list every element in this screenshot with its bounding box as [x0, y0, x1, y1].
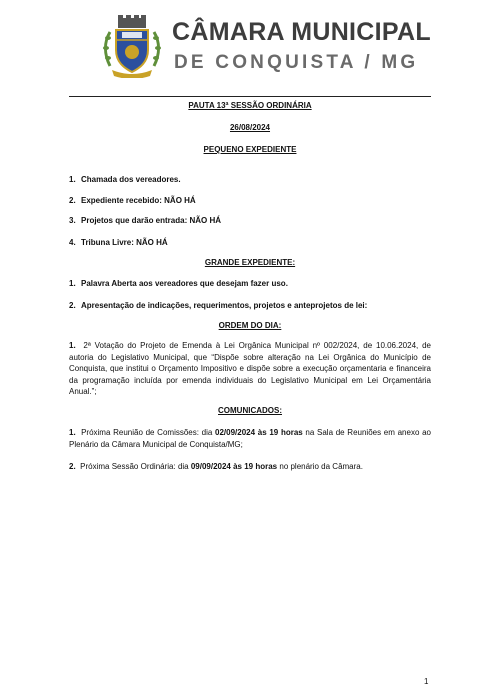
ordem-paragraph [69, 340, 431, 398]
list-item [69, 301, 431, 310]
list-number: 2. [69, 196, 76, 205]
list-item [69, 216, 431, 225]
header-divider [69, 96, 431, 97]
session-date: 26/08/2024 [229, 123, 271, 132]
list-item [69, 196, 431, 205]
list-number: 1. [69, 279, 76, 288]
paragraph-number: 1. [69, 428, 76, 437]
paragraph-text: Próxima Reunião de Comissões: dia [81, 428, 216, 437]
list-text: Palavra Aberta aos vereadores que desejam fazer uso. [81, 279, 288, 288]
list-text: Apresentação de indicações, requerimentos, projetos e anteprojetos de lei: [81, 301, 368, 310]
page-number: 1 [424, 677, 429, 686]
document-title: PAUTA 13ª SESSÃO ORDINÁRIA [188, 101, 312, 110]
comunicado-paragraph [69, 427, 431, 450]
paragraph-text: 2ª Votação do Projeto de Emenda à Lei Orgânica Municipal nº 002/2024, de 10.06.2024, de autoria do Legislativo Municipal, que “Dispõe sobre alteração na Lei Orgânica do Município de Conquista, que institui o Orçamento Impositivo e dispõe sobre a execução orçamentaria e financeira da programação incluída por emenda individuais do Legislativo Municipal em Lei Orçamentária Anual.”; [69, 341, 432, 396]
comunicados-heading: COMUNICADOS: [218, 406, 282, 415]
brand-subtitle: DE CONQUISTA / MG [174, 52, 419, 73]
list-text: Chamada dos vereadores. [81, 175, 181, 184]
paragraph-number: 2. [69, 462, 76, 471]
paragraph-bold-date: 02/09/2024 às 19 horas [215, 428, 303, 437]
list-number: 1. [69, 175, 76, 184]
paragraph-text: no plenário da Câmara. [277, 462, 363, 471]
grande-expediente-heading: GRANDE EXPEDIENTE: [204, 258, 296, 267]
list-item [69, 279, 431, 288]
list-number: 2. [69, 301, 76, 310]
paragraph-text: na Sala de Reuniões em anexo ao Plenário da Câmara Municipal de Conquista/MG; [69, 428, 431, 449]
paragraph-text: Próxima Sessão Ordinária: dia [80, 462, 191, 471]
list-text: Tribuna Livre: NÃO HÁ [81, 238, 168, 247]
comunicado-paragraph [69, 461, 431, 473]
list-text: Projetos que darão entrada: NÃO HÁ [81, 216, 222, 225]
ordem-do-dia-heading: ORDEM DO DIA: [218, 321, 282, 330]
brand-title: CÂMARA MUNICIPAL [172, 18, 431, 46]
list-item [69, 238, 431, 247]
paragraph-number: 1. [69, 341, 76, 350]
list-number: 3. [69, 216, 76, 225]
list-text: Expediente recebido: NÃO HÁ [81, 196, 196, 205]
list-item [69, 175, 431, 184]
pequeno-expediente-heading: PEQUENO EXPEDIENTE [203, 145, 297, 154]
list-number: 4. [69, 238, 76, 247]
municipal-crest-icon [100, 14, 164, 78]
paragraph-bold-date: 09/09/2024 às 19 horas [190, 462, 278, 471]
